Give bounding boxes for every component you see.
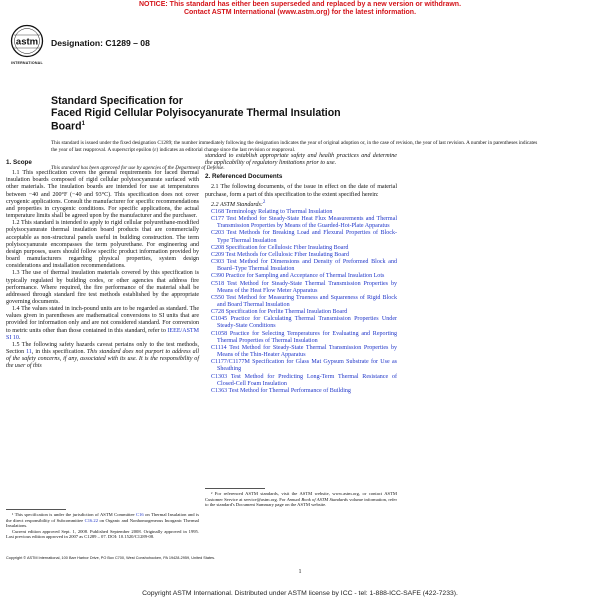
reference-title[interactable]: Test Method for Predicting Long-Term Thermal Resistance of Closed-Cell Foam Insulation — [217, 373, 397, 387]
notice-line-2: Contact ASTM International (www.astm.org) for the latest information. — [183, 9, 417, 16]
para-1-3: 1.3 The use of thermal insulation materials covered by this specification is typically regulated by building codes, or other agencies that address fire performance. Where required, the fire performance of the material shall be addressed through standard fire test methods established by the appropriate governing documents. — [6, 270, 199, 305]
reference-title[interactable]: Test Method for Steady-State Thermal Transmission Properties by Means of the Heat Flow Meter Apparatus — [217, 280, 398, 294]
reference-code[interactable]: C550 — [211, 294, 225, 301]
reference-item[interactable] — [211, 388, 397, 395]
reference-code[interactable]: C518 — [211, 280, 225, 287]
reference-title[interactable]: Test Methods for Breaking Load and Flexural Properties of Block-Type Thermal Insulation — [217, 230, 397, 244]
right-column — [205, 153, 397, 395]
reference-code[interactable]: C390 — [211, 273, 225, 280]
astm-standards-label: 2.2 ASTM Standards: — [211, 201, 263, 208]
reference-title[interactable]: Test Method for Dimensions and Density of Preformed Block and Board–Type Thermal Insulation — [217, 259, 397, 273]
title-footnote-mark: 1 — [81, 121, 85, 128]
para-1-5-mid: , in this specification. — [31, 349, 87, 356]
fn2-annual-book: Annual Book of ASTM Standards — [286, 496, 348, 502]
left-column — [6, 153, 199, 371]
reference-title[interactable]: Practice for Selecting Temperatures for Evaluating and Reporting Thermal Properties of Thermal Insulation — [217, 330, 397, 344]
reference-code[interactable]: C1303 — [211, 373, 228, 380]
svg-text:astm: astm — [15, 36, 39, 48]
reference-code[interactable]: C209 — [211, 251, 225, 258]
reference-title[interactable]: Test Method for Measuring Trueness and Squareness of Rigid Block and Board Thermal Insulation — [217, 294, 397, 308]
fn1-text-c: on Organic and Nonhomogeneous Inorganic Thermal Insulations. — [6, 517, 199, 529]
reference-item[interactable] — [211, 216, 397, 230]
astm-logo — [9, 22, 45, 68]
scope-heading: 1. Scope — [6, 159, 32, 166]
footnote-2 — [205, 491, 397, 508]
reference-item[interactable] — [211, 331, 397, 345]
reference-title[interactable]: Specification for Cellulosic Fiber Insulating Board — [225, 244, 349, 251]
reference-code[interactable]: C203 — [211, 230, 225, 237]
reference-title[interactable]: Specification for Perlite Thermal Insulation Board — [225, 309, 348, 316]
safety-caveat-continued: standard to establish appropriate safety and health practices and determine the applicability of regulatory limitations prior to use. — [205, 153, 397, 167]
fn1-edition: Current edition approved Sept. 1, 2008. Published September 2008. Originally approved in 1995. Last previous edition approved in 2007 as C1289 – 07. DOI: 10.1520/C1289-08. — [6, 528, 199, 540]
para-1-4 — [6, 306, 199, 342]
license-notice: Copyright ASTM International. Distributed under ASTM license by ICC - tel: 1-888-ICC-SAFE (422-7233). — [142, 590, 458, 597]
reference-title[interactable]: Terminology Relating to Thermal Insulation — [225, 208, 333, 215]
referenced-documents-heading: 2. Referenced Documents — [205, 173, 283, 181]
reference-title[interactable]: Practice for Sampling and Acceptance of Thermal Insulation Lots — [225, 273, 385, 280]
reference-item[interactable] — [211, 273, 397, 280]
astm-logo-icon — [9, 22, 45, 62]
reference-code[interactable]: C1058 — [211, 330, 228, 337]
reference-title[interactable]: Test Method for Thermal Performance of Building — [228, 387, 351, 394]
reference-code[interactable]: C728 — [211, 309, 225, 316]
reference-code[interactable]: C1177/C1177M — [211, 359, 250, 366]
page-number: 1 — [298, 569, 302, 575]
reference-item[interactable] — [211, 316, 397, 330]
title-line-3: Board — [51, 120, 82, 133]
reference-code[interactable]: C1045 — [211, 316, 228, 323]
reference-item[interactable] — [211, 252, 397, 259]
reference-code[interactable]: C1114 — [211, 344, 227, 351]
reference-code[interactable]: C208 — [211, 244, 225, 251]
footnote-separator-right — [205, 488, 265, 489]
footnote-1 — [6, 512, 199, 540]
title-line-2: Faced Rigid Cellular Polyisocyanurate Thermal Insulation — [51, 106, 341, 119]
safety-caveat: This standard does not purport to address all of the safety concerns, if any, associated with its use. It is the responsibility of the user of this — [6, 349, 200, 370]
reference-title[interactable]: Test Method for Steady-State Heat Flux Measurements and Thermal Transmission Properties by Means of the Guarded-Hot-Plate Apparatus — [217, 216, 397, 230]
para-2-1: 2.1 The following documents, of the issue in effect on the date of material purchase, form a part of this specification to the extent specified herein: — [205, 184, 397, 198]
reference-item[interactable] — [211, 359, 397, 373]
designation: Designation: C1289 – 08 — [51, 38, 150, 48]
footnote-separator-left — [6, 509, 66, 510]
notice-line-1: NOTICE: This standard has either been superseded and replaced by a new version or withdrawn. — [138, 1, 462, 8]
dod-approval-note: This standard has been approved for use by agencies of the Department of Defense. — [51, 165, 225, 171]
ieee-si10-link[interactable]: IEEE/ASTM SI 10 — [6, 327, 199, 341]
fn1-text-a: ¹ This specification is under the jurisdiction of ASTM Committee — [12, 512, 137, 517]
reference-item[interactable] — [211, 345, 397, 359]
reference-list — [205, 209, 397, 395]
reference-item[interactable] — [211, 259, 397, 273]
para-1-1: 1.1 This specification covers the general requirements for faced thermal insulation boards composed of rigid cellular polyisocyanurate surfaced with other materials. The insulation boards are intended for use at temperatures between −40 and 200°F (−40 and 93°C). This specification does not cover cryogenic applications. Consult the manufacturer for specific recommendations and properties in cryogenic conditions. For specific applications, the actual temperature limits shall be agreed upon by the manufacturer and the purchaser. — [6, 170, 199, 220]
reference-code[interactable]: C303 — [211, 259, 225, 266]
fn2-text-b: volume information, refer to the standard's Document Summary page on the ASTM website. — [205, 496, 397, 508]
reference-title[interactable]: Test Methods for Cellulosic Fiber Insulating Board — [225, 251, 350, 258]
para-1-5-text: 1.5 The following safety hazards caveat pertains only to the test methods, Section — [6, 341, 199, 356]
reference-code[interactable]: C168 — [211, 208, 225, 215]
supersede-notice — [0, 1, 600, 17]
fn1-text-b: on Thermal Insulation and is the direct responsibility of Subcommittee — [6, 512, 199, 523]
reference-item[interactable] — [211, 295, 397, 309]
reference-title[interactable]: Specification for Glass Mat Gypsum Substrate for Use as Sheathing — [217, 359, 397, 373]
para-1-4-end: . — [18, 334, 21, 341]
issue-note: This standard is issued under the fixed designation C1289; the number immediately following the designation indicates the year of original adoption or, in the case of revision, the year of last revision. A number in parentheses indicates the year of last reapproval. A superscript epsilon (ε) indicates an editorial change since the last revision or reapproval. — [51, 140, 538, 153]
reference-item[interactable] — [211, 281, 397, 295]
title-line-1: Standard Specification for — [51, 95, 183, 107]
document-title — [51, 96, 411, 133]
committee-c16-link[interactable]: C16 — [136, 512, 144, 517]
footnote-2-mark[interactable]: 2 — [262, 199, 266, 205]
reference-item[interactable] — [211, 374, 397, 388]
fn2-text-a: ² For referenced ASTM standards, visit the ASTM website, www.astm.org, or contact ASTM Customer Service at service@astm.org. For — [205, 491, 397, 502]
reference-code[interactable]: C1363 — [211, 387, 228, 394]
para-1-4-text: 1.4 The values stated in inch-pound units are to be regarded as standard. The values given in parentheses are mathematical conversions to SI units that are provided for information only and are not considered standard. For conversion to metric units other than those contained in this standard, refer to — [6, 306, 199, 334]
para-1-2: 1.2 This standard is intended to apply to rigid cellular polyurethane-modified polyisocyanurate thermal insulation board products that are commercially acceptable as non-structural panels useful in building construction. The term polyisocyanurate encompasses the term polyurethane. For engineering and design purposes, users should follow specific product information provided by board manufacturers regarding physical properties, system design considerations and installation recommendations. — [6, 220, 199, 270]
reference-code[interactable]: C177 — [211, 216, 225, 223]
reference-item[interactable] — [211, 245, 397, 252]
reference-title[interactable]: Practice for Calculating Thermal Transmission Properties Under Steady-State Conditions — [217, 316, 398, 330]
logo-international-text: INTERNATIONAL — [11, 61, 43, 65]
para-2-2 — [205, 199, 397, 209]
para-1-5 — [6, 342, 199, 371]
reference-item[interactable] — [211, 230, 397, 244]
copyright-line: Copyright © ASTM International, 100 Barr Harbor Drive, PO Box C700, West Conshohocken, PA 19428-2959, United States. — [6, 556, 216, 560]
reference-title[interactable]: Test Method for Steady-State Thermal Transmission Properties by Means of the Thin-Heater Apparatus — [217, 344, 397, 359]
section-11-link[interactable]: 11 — [26, 349, 32, 356]
subcommittee-c16-22-link[interactable]: C16.22 — [84, 517, 99, 523]
